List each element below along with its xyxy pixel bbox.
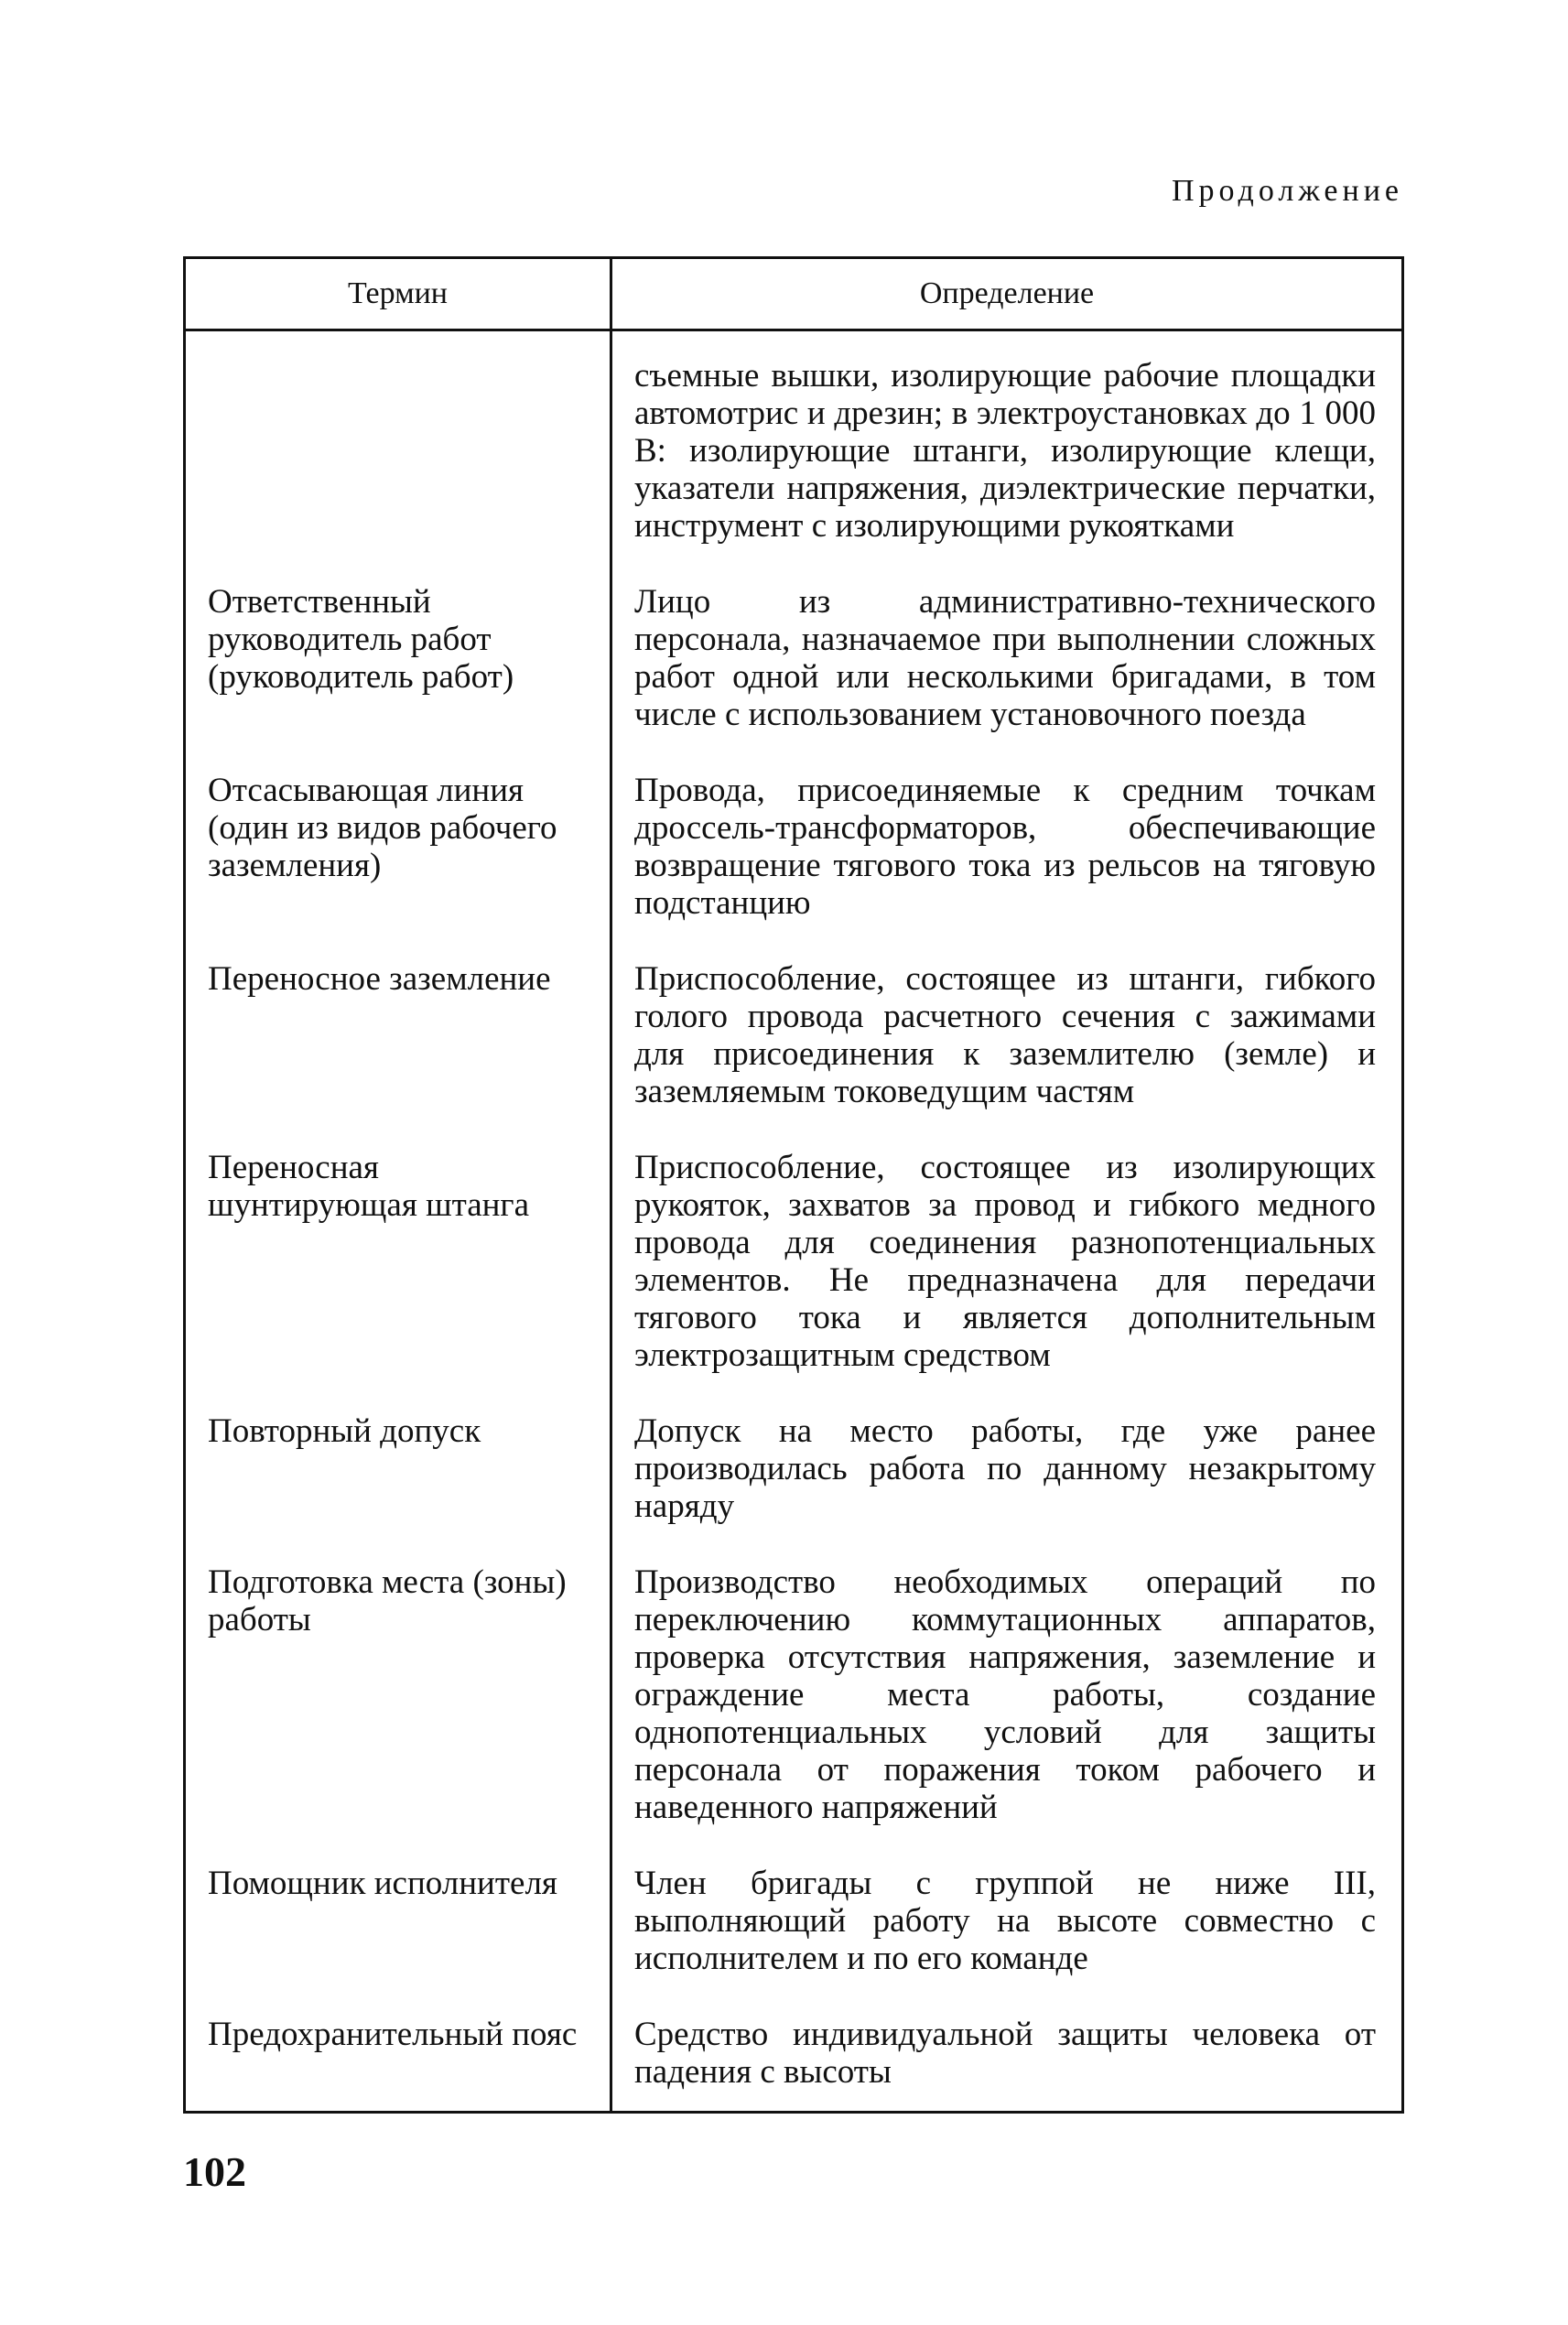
definition-cell: Приспособление, состоящее из штанги, гибкого голого провода расчетного сечения с зажимами для присоединения к заземлителю (земле) и заземляемым токоведущим частям — [634, 960, 1376, 1110]
definition-cell: Лицо из административно-технического персонала, назначаемое при выполнении сложных работ одной или несколькими бригадами, в том числе с использованием установочного поезда — [634, 583, 1376, 733]
definition-cell: Средство индивидуальной защиты человека от падения с высоты — [634, 2016, 1376, 2091]
table-row — [185, 1990, 1403, 2113]
table-row — [185, 935, 1403, 1123]
page-number: 102 — [183, 2148, 246, 2195]
table-row — [185, 1839, 1403, 1990]
table-row — [185, 557, 1403, 746]
table-row — [185, 1123, 1403, 1387]
term-cell: Ответственный руководитель работ (руководитель работ) — [185, 557, 611, 746]
term-cell: Предохранительный пояс — [185, 1990, 611, 2113]
definition-cell: Провода, присоединяемые к средним точкам дроссель-трансформаторов, обеспечивающие возвращение тягового тока из рельсов на тяговую подстанцию — [634, 772, 1376, 922]
table-row — [185, 330, 1403, 558]
definition-cell: Приспособление, состоящее из изолирующих рукояток, захватов за провод и гибкого медного провода для соединения разнопотенциальных элементов. Не предназначена для передачи тягового тока и является дополнительным электрозащитным средством — [634, 1149, 1376, 1374]
definition-cell: Член бригады с группой не ниже III, выполняющий работу на высоте совместно с исполнителем и по его команде — [634, 1865, 1376, 1977]
definition-cell: Производство необходимых операций по переключению коммутационных аппаратов, проверка отсутствия напряжения, заземление и ограждение места работы, создание однопотенциальных условий для защиты персонала от поражения током рабочего и наведенного напряжений — [634, 1563, 1376, 1826]
definition-column-header: Определение — [611, 258, 1403, 330]
term-cell — [185, 330, 611, 558]
term-column-header: Термин — [185, 258, 611, 330]
definition-cell: Допуск на место работы, где уже ранее производилась работа по данному незакрытому наряду — [634, 1412, 1376, 1525]
table-row — [185, 1387, 1403, 1538]
term-cell: Помощник исполнителя — [185, 1839, 611, 1990]
table-row — [185, 1538, 1403, 1839]
term-cell: Отсасывающая линия (один из видов рабочего заземления) — [185, 746, 611, 935]
definition-cell: съемные вышки, изолирующие рабочие площадки автомотрис и дрезин; в электроустановках до 1 000 В: изолирующие штанги, изолирующие клещи, указатели напряжения, диэлектрические перчатки, инструмент с изолирующими рукоятками — [634, 357, 1376, 545]
term-cell: Подготовка места (зоны) работы — [185, 1538, 611, 1839]
term-cell: Повторный допуск — [185, 1387, 611, 1538]
continuation-label: Продолжение — [1171, 174, 1403, 208]
table-row — [185, 746, 1403, 935]
term-cell: Переносная шунтирующая штанга — [185, 1123, 611, 1387]
term-cell: Переносное заземление — [185, 935, 611, 1123]
terms-table — [183, 256, 1404, 2114]
table-header-row — [185, 258, 1403, 330]
